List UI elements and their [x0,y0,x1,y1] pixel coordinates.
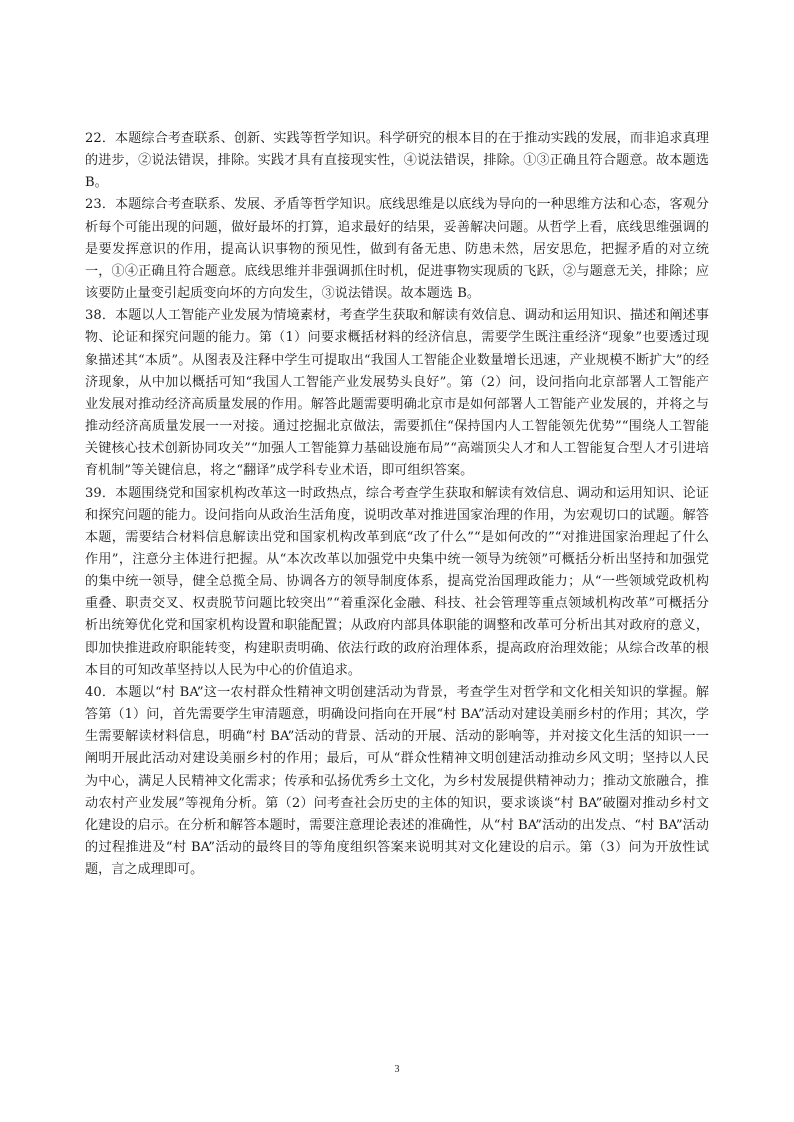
page-number: 3 [394,1064,400,1075]
explanation-q40: 40．本题以“村 BA”这一农村群众性精神文明创建活动为背景，考查学生对哲学和文化相关知识的掌握。解答第（1）问，首先需要学生审清题意，明确设问指向在开展“村 BA”活动对建设美丽乡村的作用；其次，学生需要解读材料信息，明确“村 BA”活动的背景、活动的开展、活动的影响等，并对接文化生活的知识一一阐明开展此活动对建设美丽乡村的作用；最后，可从“群众性精神文明创建活动推动乡风文明；坚持以人民为中心，满足人民精神文化需求；传承和弘扬优秀乡土文化，为乡村发展提供精神动力；推动文旅融合，推动农村产业发展”等视角分析。第（2）问考查社会历史的主体的知识，要求谈谈“村 BA”破圈对推动乡村文化建设的启示。在分析和解答本题时，需要注意理论表述的准确性，从“村 BA”活动的出发点、“村 BA”活动的过程推进及“村 BA”活动的最终目的等角度组织答案来说明其对文化建设的启示。第（3）问为开放性试题，言之成理即可。 [85,684,709,878]
explanation-q38: 38．本题以人工智能产业发展为情境素材，考查学生获取和解读有效信息、调动和运用知识、描述和阐述事物、论证和探究问题的能力。第（1）问要求概括材料的经济信息，需要学生既注重经济“现象”也要透过现象描述其“本质”。从图表及注释中学生可提取出“我国人工智能企业数量增长迅速，产业规模不断扩大”的经济现象，从中加以概括可知“我国人工智能产业发展势头良好”。第（2）问，设问指向北京部署人工智能产业发展对推动经济高质量发展的作用。解答此题需要明确北京市是如何部署人工智能产业发展的，并将之与推动经济高质量发展一一对接。通过挖掘北京做法，需要抓住“保持国内人工智能领先优势”“围绕人工智能关键核心技术创新协同攻关”“加强人工智能算力基础设施布局”“高端顶尖人才和人工智能复合型人才引进培育机制”等关键信息，将之“翻译”成学科专业术语，即可组织答案。 [85,308,709,479]
explanation-q39: 39．本题围绕党和国家机构改革这一时政热点，综合考查学生获取和解读有效信息、调动和运用知识、论证和探究问题的能力。设问指向从政治生活角度，说明改革对推进国家治理的作用，为宏观切口的试题。解答本题，需要结合材料信息解读出党和国家机构改革到底“改了什么”“是如何改的”“对推进国家治理起了什么作用”，注意分主体进行把握。从“本次改革以加强党中央集中统一领导为统领”可概括分析出坚持和加强党的集中统一领导，健全总揽全局、协调各方的领导制度体系，提高党治国理政能力；从“一些领域党政机构重叠、职责交叉、权责脱节问题比较突出”“着重深化金融、科技、社会管理等重点领域机构改革”可概括分析出统筹优化党和国家机构设置和职能配置；从政府内部具体职能的调整和改革可分析出其对政府的意义，即加快推进政府职能转变，构建职责明确、依法行政的政府治理体系，提高政府治理效能；从综合改革的根本目的可知改革坚持以人民为中心的价值追求。 [85,485,709,678]
explanation-q22: 22．本题综合考查联系、创新、实践等哲学知识。科学研究的根本目的在于推动实践的发展，而非追求真理的进步，②说法错误，排除。实践才具有直接现实性，④说法错误，排除。①③正确且符合题意。故本题选 B。 [85,131,709,191]
explanation-q23: 23．本题综合考查联系、发展、矛盾等哲学知识。底线思维是以底线为导向的一种思维方法和心态，客观分析每个可能出现的问题，做好最坏的打算，追求最好的结果，妥善解决问题。从哲学上看，底线思维强调的是要发挥意识的作用，提高认识事物的预见性，做到有备无患、防患未然，居安思危，把握矛盾的对立统一，①④正确且符合题意。底线思维并非强调抓住时机，促进事物实现质的飞跃，②与题意无关，排除；应该要防止量变引起质变向坏的方向发生，③说法错误。故本题选 B。 [85,197,709,302]
answer-explanations [85,128,709,881]
